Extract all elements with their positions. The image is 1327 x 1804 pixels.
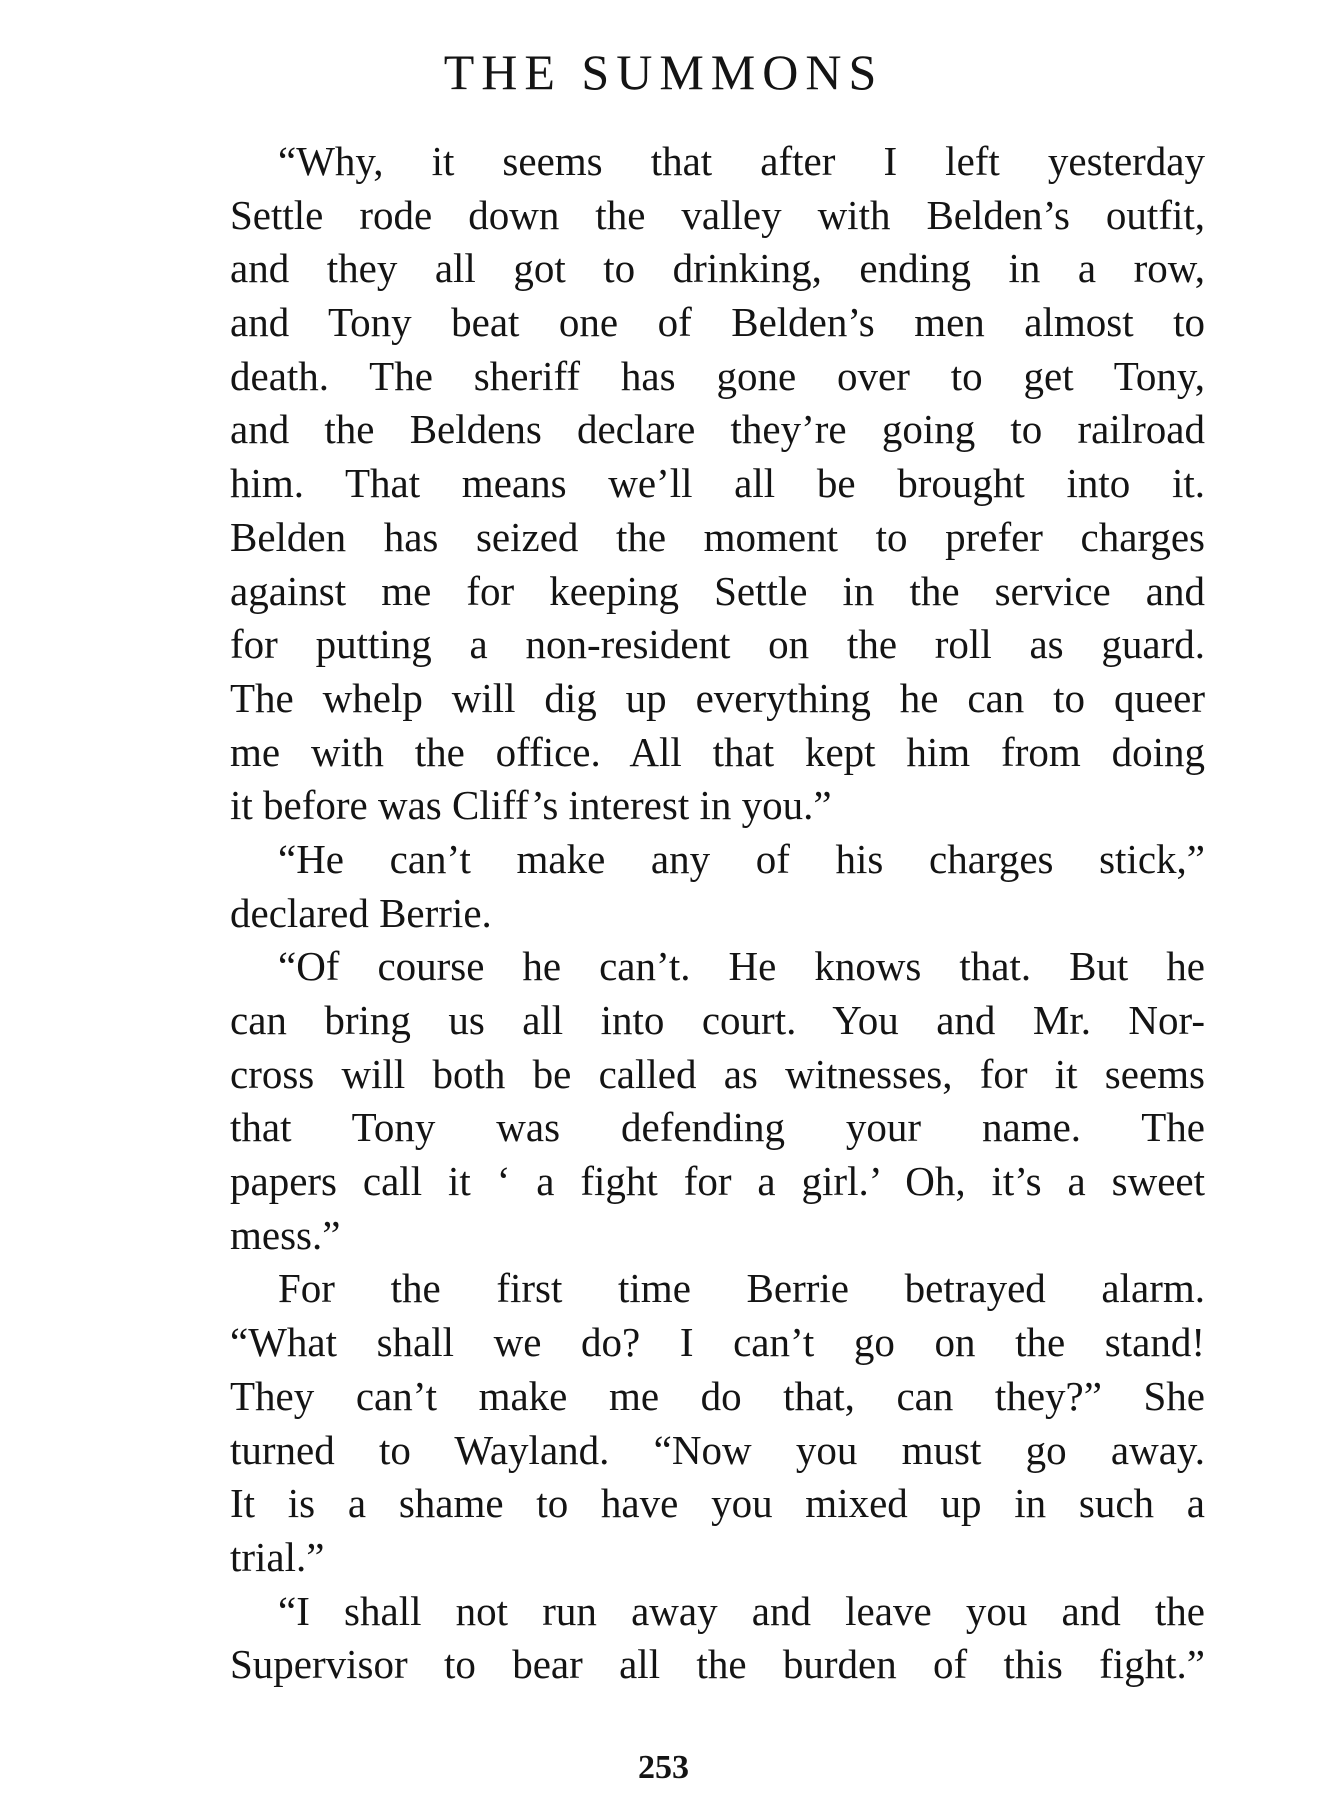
text-line: papers call it ‘ a fight for a girl.’ Oh, it’s a sweet [230,1158,1205,1205]
text-line: “He can’t make any of his charges stick,” [278,835,1205,882]
text-line: The whelp will dig up everything he can to queer [230,674,1205,721]
text-line: that Tony was defending your name. The [230,1104,1205,1151]
text-line: They can’t make me do that, can they?” She [230,1372,1205,1419]
text-line: him. That means we’ll all be brought into it. [230,460,1205,507]
text-line: “Of course he can’t. He knows that. But he [278,943,1205,990]
text-line: “What shall we do? I can’t go on the stand! [230,1319,1205,1366]
page-number: 253 [638,1749,689,1786]
text-line: “Why, it seems that after I left yesterday [278,138,1205,184]
text-line: It is a shame to have you mixed up in such a [230,1480,1205,1527]
text-line: trial.” [230,1533,325,1580]
text-line: Supervisor to bear all the burden of this fight.” [230,1641,1205,1688]
text-line: declared Berrie. [230,889,492,936]
text-line: death. The sheriff has gone over to get Tony, [230,352,1205,399]
text-line: and they all got to drinking, ending in a row, [230,245,1205,292]
text-line: me with the office. All that kept him from doing [230,728,1205,775]
text-line: mess.” [230,1211,341,1258]
text-line: Belden has seized the moment to prefer charges [230,513,1205,560]
text-line: for putting a non-resident on the roll as guard. [230,621,1205,668]
text-line: can bring us all into court. You and Mr. Nor- [230,997,1205,1043]
text-line: and Tony beat one of Belden’s men almost to [230,299,1205,346]
text-line: against me for keeping Settle in the service and [230,567,1205,614]
text-line: cross will both be called as witnesses, for it seems [230,1050,1205,1097]
text-line: Settle rode down the valley with Belden’s outfit, [230,191,1205,238]
running-head: THE SUMMONS [443,44,884,100]
text-line: turned to Wayland. “Now you must go away. [230,1426,1205,1473]
text-line: For the first time Berrie betrayed alarm. [278,1265,1205,1312]
text-line: it before was Cliff’s interest in you.” [230,782,832,829]
body-text [230,135,1205,1692]
text-line: and the Beldens declare they’re going to railroad [230,406,1205,453]
text-line: “I shall not run away and leave you and the [278,1587,1205,1634]
